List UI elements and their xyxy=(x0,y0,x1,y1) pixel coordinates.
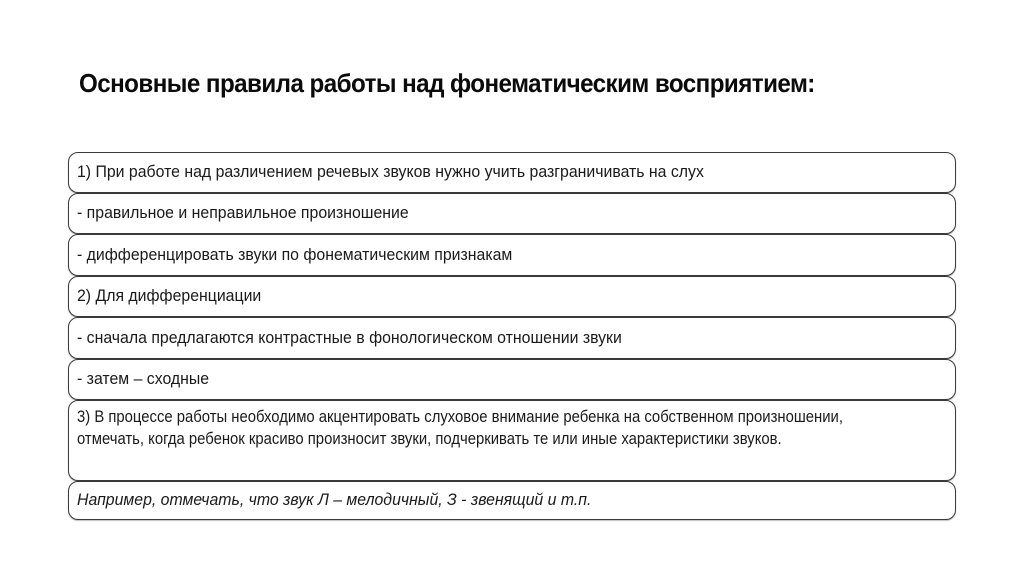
rule-item-1 xyxy=(68,152,956,193)
slide-title: Основные правила работы над фонематическим восприятием: xyxy=(79,68,815,98)
rule-item-text: Например, отмечать, что звук Л – мелодичный, З - звенящий и т.п. xyxy=(77,491,592,509)
rule-item-2 xyxy=(68,276,956,317)
rule-item-text: - сначала предлагаются контрастные в фонологическом отношении звуки xyxy=(77,328,622,347)
rule-item-1a xyxy=(68,193,956,234)
rule-item-example xyxy=(68,481,956,520)
rule-item-text: - дифференцировать звуки по фонематическим признакам xyxy=(77,245,513,264)
rule-item-text: 2) Для дифференциации xyxy=(77,287,262,305)
rule-item-2b xyxy=(68,359,956,400)
rule-item-text: 1) При работе над различением речевых звуков нужно учить разграничивать на слух xyxy=(77,163,704,181)
rule-item-text: - правильное и неправильное произношение xyxy=(77,204,409,222)
rule-item-text: - затем – сходные xyxy=(77,370,210,388)
rule-item-text: 3) В процессе работы необходимо акцентировать слуховое внимание ребенка на собственном произношении, отмечать, когда ребенок красиво произносит звуки, подчеркивать те или иные характеристики звуков. xyxy=(77,408,843,448)
rule-item-1b xyxy=(68,234,956,276)
rule-item-2a xyxy=(68,317,956,359)
rule-item-3 xyxy=(68,400,956,481)
